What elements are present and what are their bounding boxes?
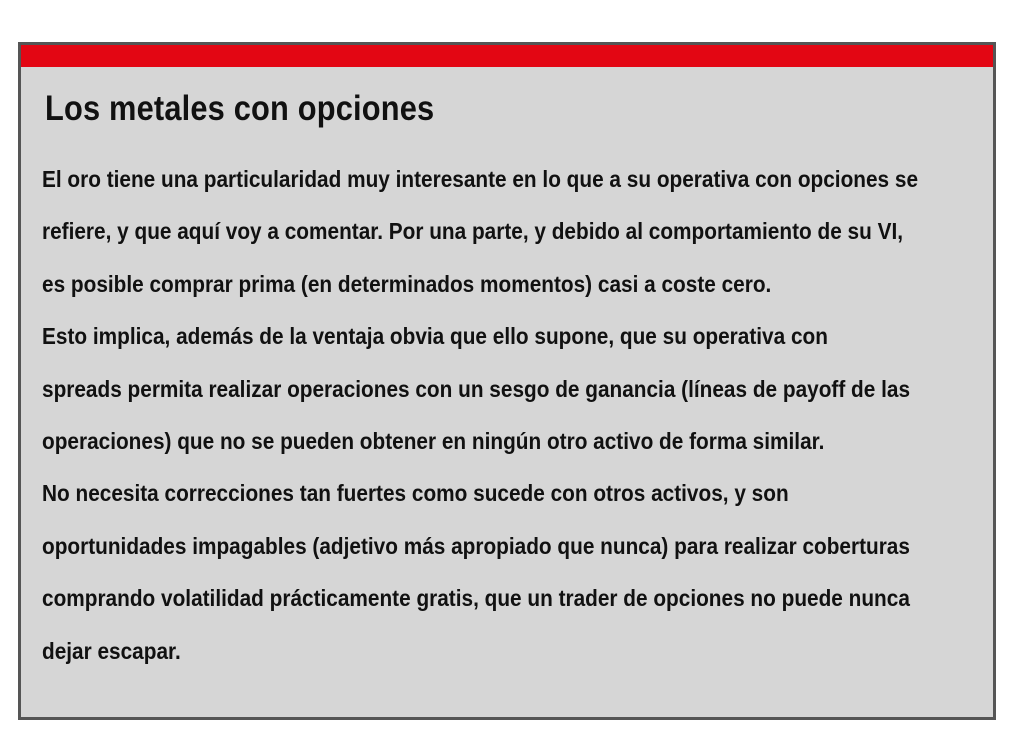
body-line: operaciones) que no se pueden obtener en ningún otro activo de forma similar. — [42, 427, 825, 454]
article-card — [18, 42, 996, 720]
body-line: Esto implica, además de la ventaja obvia que ello supone, que su operativa con — [42, 323, 828, 350]
accent-bar — [21, 45, 993, 67]
body-line: oportunidades impagables (adjetivo más apropiado que nunca) para realizar coberturas — [42, 532, 910, 559]
body-line: refiere, y que aquí voy a comentar. Por una parte, y debido al comportamiento de su VI, — [42, 218, 904, 245]
body-line: es posible comprar prima (en determinados momentos) casi a coste cero. — [42, 270, 772, 297]
body-line: comprando volatilidad prácticamente gratis, que un trader de opciones no puede nunca — [42, 585, 910, 612]
body-line: No necesita correcciones tan fuertes como sucede con otros activos, y son — [42, 480, 789, 507]
body-line: spreads permita realizar operaciones con un sesgo de ganancia (líneas de payoff de las — [42, 375, 911, 402]
body-line: El oro tiene una particularidad muy interesante en lo que a su operativa con opciones se — [42, 166, 919, 192]
article-body — [42, 153, 980, 677]
body-line: dejar escapar. — [42, 637, 181, 664]
article-title: Los metales con opciones — [45, 89, 435, 128]
